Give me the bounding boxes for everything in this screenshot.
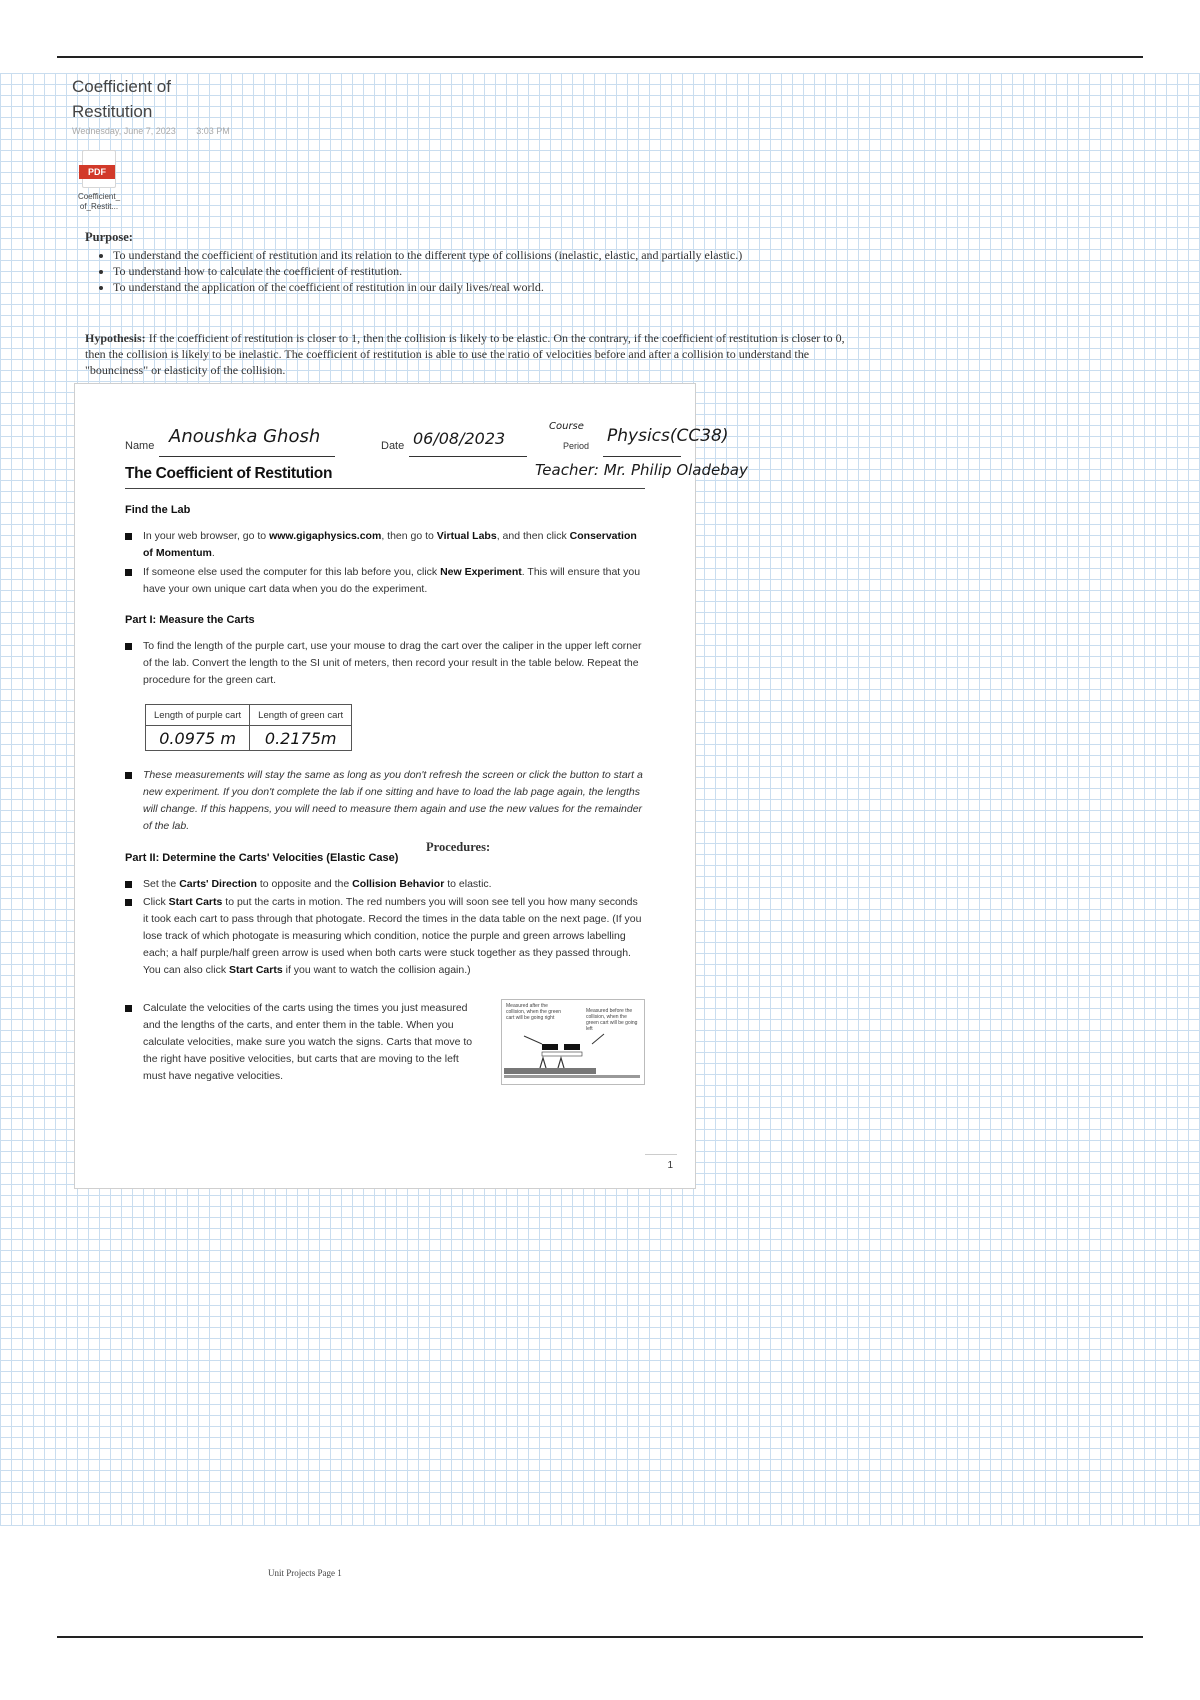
part2-heading: Part II: Determine the Carts' Velocities (Elastic Case) — [125, 852, 399, 864]
pdf-icon: PDF — [82, 150, 116, 188]
title-divider — [125, 488, 645, 489]
worksheet-printout[interactable] — [74, 383, 748, 1189]
note-date: Wednesday, June 7, 2023 — [72, 126, 176, 136]
part1-heading: Part I: Measure the Carts — [125, 614, 255, 626]
pdf-attachment[interactable] — [72, 150, 126, 212]
period-value: Physics(CC38) — [607, 426, 729, 446]
photogate-diagram — [501, 999, 645, 1085]
cart-track-icon — [502, 1000, 644, 1084]
note-time: 3:03 PM — [196, 126, 230, 136]
hypothesis-section — [85, 330, 845, 378]
green-cart-length: 0.2175m — [250, 726, 352, 751]
student-name: Anoushka Ghosh — [169, 426, 321, 447]
hypothesis-text: If the coefficient of restitution is closer to 1, then the collision is likely to be elastic. On the contrary, if the coefficient of restitution is closer to 0, then the collision is likely to be inelastic. The coefficient of restitution is able to use the ratio of velocities before and after a collision to understand the "bounciness" or elasticity of the collision. — [85, 331, 845, 377]
find-lab-step-2: If someone else used the computer for this lab before you, click New Experiment. This will ensure that you have your own unique cart data when you do the experiment. — [125, 564, 645, 598]
top-rule — [57, 56, 1143, 58]
purpose-heading: Purpose: — [85, 230, 133, 244]
worksheet-title: The Coefficient of Restitution — [125, 465, 333, 482]
attachment-filename: Coefficient_ of_Restit... — [77, 192, 121, 211]
period-label: Period — [563, 441, 590, 451]
part1-step-1: To find the length of the purple cart, use your mouse to drag the cart over the caliper in the upper left corner of the lab. Convert the length to the SI unit of meters, then record your result in the table below. Repeat the procedure for the green cart. — [125, 638, 645, 689]
part1-note: These measurements will stay the same as long as you don't refresh the screen or click the button to start a new experiment. If you don't complete the lab if one sitting and have to load the lab page again, the lengths will change. If this happens, you will need to measure them again and use the new values for the remainder of the lab. — [125, 767, 645, 835]
part2-step-2: Click Start Carts to put the carts in motion. The red numbers you will soon see tell you how many seconds it took each cart to pass through that photogate. Record the times in the data table on the next page. (If you lose track of which photogate is measuring which condition, notice the purple and green arrows labelling each; a half purple/half green arrow is used when both carts were stuck together as they passed through. You can also click Start Carts if you want to watch the collision again.) — [125, 894, 645, 979]
part2-step-1: Set the Carts' Direction to opposite and the Collision Behavior to elastic. — [125, 876, 645, 893]
find-lab-step-1: In your web browser, go to www.gigaphysics.com, then go to Virtual Labs, and then click Conservation of Momentum. — [125, 528, 645, 562]
purpose-item: • To understand how to calculate the coefficient of restitution. — [113, 263, 845, 279]
date-label: Date — [381, 440, 405, 452]
purpose-item: • To understand the coefficient of restitution and its relation to the different type of collisions (inelastic, elastic, and partially elastic.) — [113, 247, 845, 263]
note-title[interactable]: Coefficient of Restitution — [72, 77, 171, 121]
find-lab-heading: Find the Lab — [125, 504, 191, 516]
purpose-item: • To understand the application of the coefficient of restitution in our daily lives/real world. — [113, 279, 845, 295]
purpose-section — [85, 229, 845, 295]
part2-step-3: Calculate the velocities of the carts using the times you just measured and the lengths of the carts, and enter them in the table. When you calculate velocities, make sure you watch the signs. Carts that move to the right have positive velocities, but carts that are moving to the left must have negative velocities. — [125, 1000, 477, 1085]
hypothesis-label: Hypothesis: — [85, 331, 146, 345]
note-timestamp — [72, 126, 248, 136]
procedures-heading: Procedures: — [426, 840, 491, 854]
course-label: Course — [549, 421, 584, 432]
purple-cart-length: 0.0975 m — [146, 726, 250, 751]
date-value: 06/08/2023 — [413, 429, 506, 448]
table-header: Length of purple cart — [146, 705, 250, 726]
cart-length-table — [145, 704, 352, 751]
diagram-label-after: Measured after the collision, when the green cart will be going right — [506, 1003, 562, 1021]
diagram-label-before: Measured before the collision, when the green cart will be going left — [586, 1008, 638, 1032]
student-info-row — [125, 421, 729, 458]
page-footer: Unit Projects Page 1 — [268, 1568, 342, 1578]
name-label: Name — [125, 440, 155, 452]
table-header: Length of green cart — [250, 705, 352, 726]
teacher-name: Teacher: Mr. Philip Oladebay — [535, 461, 748, 479]
worksheet-page-number: 1 — [667, 1160, 673, 1171]
bottom-rule — [57, 1636, 1143, 1638]
